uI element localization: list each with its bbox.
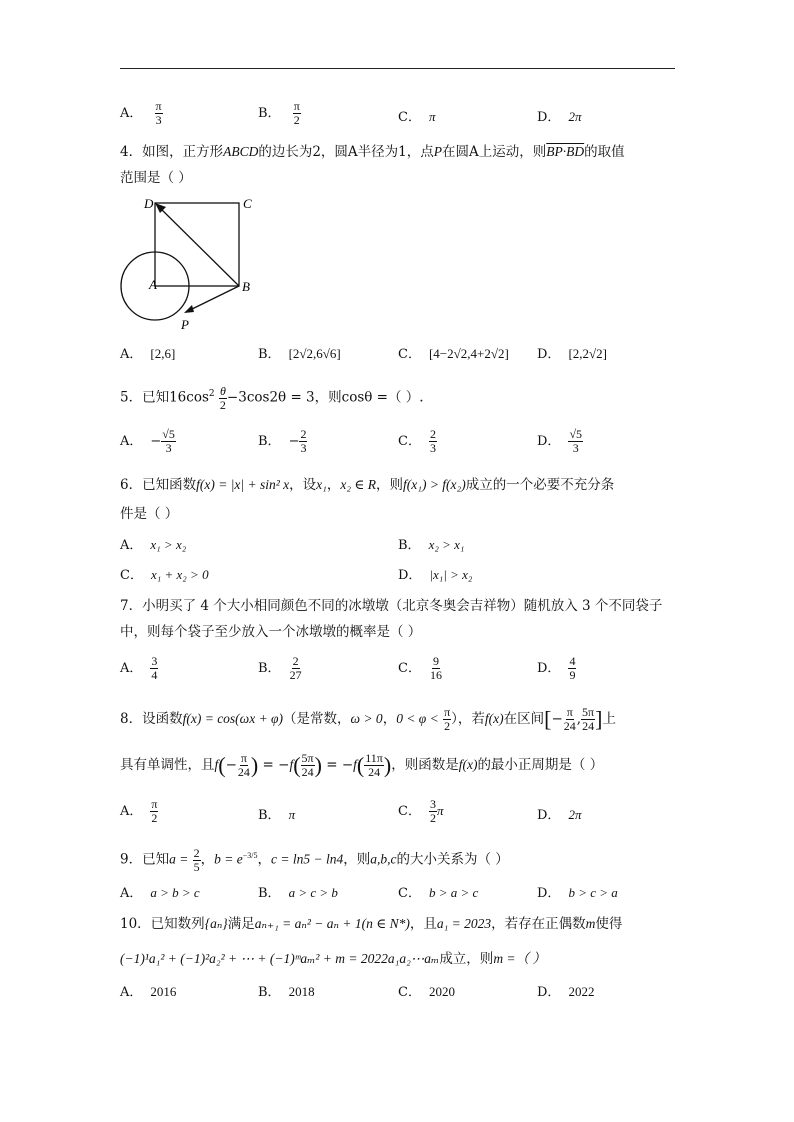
denominator: 9 xyxy=(569,668,576,682)
option-value: π xyxy=(428,109,436,124)
text: −3cos2θ = 3，则cosθ =（ ）. xyxy=(226,389,424,406)
q7-stem xyxy=(120,596,662,616)
header-rule xyxy=(120,68,675,69)
vector-bp xyxy=(186,286,239,312)
numerator: π xyxy=(444,705,451,719)
fraction xyxy=(301,752,315,779)
option-label: C． xyxy=(398,434,421,449)
text: 的取值 xyxy=(584,144,625,160)
option-suffix: π xyxy=(436,803,444,818)
denominator: 24 xyxy=(582,719,595,733)
text: 8．设函数 xyxy=(120,711,183,727)
numerator: √5 xyxy=(569,427,583,441)
fraction xyxy=(568,655,576,682)
q9-stem xyxy=(120,846,509,874)
q6-option-a xyxy=(120,536,186,555)
text: 7．小明买了 4 个大小相同颜色不同的冰墩墩（北京冬奥会吉祥物）随机放入 3 个不同袋子 xyxy=(120,598,663,614)
option-label: D． xyxy=(537,808,561,823)
text: 的大小关系为（ ） xyxy=(396,851,509,868)
option-label: C． xyxy=(398,661,421,676)
fraction xyxy=(563,706,577,733)
text: 在区间 xyxy=(503,711,545,727)
option-value: [2√2,6√6] xyxy=(288,346,341,361)
fraction xyxy=(150,655,158,682)
q4-stem-line2 xyxy=(120,168,192,188)
text: 6．已知函数 xyxy=(120,477,197,493)
q4-option-d xyxy=(537,345,607,364)
math: {aₙ} xyxy=(204,916,228,931)
fraction xyxy=(364,752,384,779)
q8-option-d xyxy=(537,806,581,825)
option-label: C． xyxy=(120,568,143,583)
option-value: a > c > b xyxy=(288,885,338,900)
label-b: B xyxy=(242,279,250,294)
option-label: D． xyxy=(537,434,561,449)
math: f(x) = |x| + sin² x xyxy=(196,477,290,492)
text: 4．如图，正方形 xyxy=(120,144,224,160)
q5-option-b xyxy=(258,428,307,455)
q8-stem-line2: 具有单调性，且f(− $\frac{\pi}{24}$ ) = −f( $\frac{5\pi}{24}$ ) = −f( $\frac{11\pi}{24}$ )，则函数是f(x)的最小正周期是（ ） xyxy=(120,751,604,779)
paren: ) xyxy=(383,752,392,778)
q7-option-c xyxy=(398,655,443,682)
fraction xyxy=(299,428,307,455)
q8-option-c xyxy=(398,798,443,825)
bracket-left: [ xyxy=(544,706,552,732)
q6-stem xyxy=(120,475,614,495)
q6-stem-line2 xyxy=(120,504,178,524)
fraction xyxy=(568,428,583,455)
numerator: 3 xyxy=(151,654,158,668)
label-a: A xyxy=(149,277,157,292)
fraction xyxy=(237,752,251,779)
math: b = e xyxy=(214,851,243,867)
option-value: b > c > a xyxy=(568,885,618,900)
denominator: 3 xyxy=(300,441,307,455)
fraction xyxy=(193,847,201,874)
math: f(x) xyxy=(458,757,478,772)
option-value: [2,2√2] xyxy=(568,346,607,361)
fraction xyxy=(429,798,437,825)
q5-option-d xyxy=(537,428,583,455)
text: ， xyxy=(257,851,271,868)
q10-stem-line2 xyxy=(120,949,546,969)
option-value: 2016 xyxy=(150,984,177,999)
paren: ) xyxy=(314,752,322,778)
q5-option-c xyxy=(398,428,437,455)
option-label: A． xyxy=(120,985,143,1000)
option-label: D． xyxy=(537,886,561,901)
text: 10．已知数列 xyxy=(120,916,205,932)
text: ， xyxy=(200,851,215,868)
denominator: 5 xyxy=(193,859,200,874)
text: ，则 xyxy=(376,477,404,493)
fraction xyxy=(161,428,176,455)
denominator: 3 xyxy=(155,113,162,127)
numerator: 2 xyxy=(300,427,307,441)
option-label: C． xyxy=(398,347,421,362)
q4-option-c xyxy=(398,345,509,364)
fraction xyxy=(293,100,301,127)
option-value: a > b > c xyxy=(150,885,200,900)
q3-option-d xyxy=(537,108,581,127)
math: x₁ xyxy=(316,477,327,492)
option-value: b > a > c xyxy=(428,885,479,900)
text: 的最小正周期是（ ） xyxy=(477,757,604,773)
text: ，若存在正偶数 xyxy=(491,916,586,932)
q9-option-c xyxy=(398,884,478,903)
numerator: 9 xyxy=(432,654,439,668)
math: P xyxy=(433,144,443,159)
denominator: 24 xyxy=(237,765,250,779)
q6-option-b xyxy=(398,536,464,555)
fraction xyxy=(150,798,158,825)
q4-option-b xyxy=(258,345,341,364)
math: f(x) = cos(ωx + φ) xyxy=(182,711,284,726)
q6-option-c xyxy=(120,566,209,585)
paren: ) xyxy=(250,752,259,778)
denominator: 24 xyxy=(563,719,576,733)
numerator: θ xyxy=(219,383,226,398)
math: a,b,c xyxy=(370,851,397,867)
q7-option-a xyxy=(120,655,158,682)
text: 成立，则 xyxy=(439,951,494,967)
math: x₂ ∈ R xyxy=(340,477,377,492)
text: ， xyxy=(326,477,341,493)
q8-stem: 8．设函数f(x) = cos(ωx + φ)（是常数，ω > 0，0 < φ < $\frac{\pi}{2}$ ），若f(x)在区间[− $\frac{\pi}{24}$ , $\frac{5\pi}{24}$ ]上 xyxy=(120,705,616,733)
text: ，设 xyxy=(289,477,317,493)
paren: ( xyxy=(218,752,226,778)
fraction xyxy=(429,655,443,682)
label-d: D xyxy=(144,196,154,211)
q9-option-a xyxy=(120,884,200,903)
text: 在圆A上运动，则 xyxy=(442,144,547,160)
option-label: C． xyxy=(398,110,421,125)
q4-stem xyxy=(120,142,625,162)
math: 0 < φ < xyxy=(396,711,439,726)
math: ABCD xyxy=(223,144,259,159)
arrowhead-p xyxy=(184,305,194,313)
option-value: x₁ + x₂ > 0 xyxy=(150,567,209,582)
denominator: 24 xyxy=(301,765,314,779)
option-label: C． xyxy=(398,804,421,819)
q5-stem xyxy=(120,384,424,412)
fraction xyxy=(581,706,595,733)
text: 上 xyxy=(602,711,616,727)
numerator: 3 xyxy=(429,797,436,811)
bracket-right: ] xyxy=(595,706,603,732)
option-label: B． xyxy=(258,106,281,121)
option-label: D． xyxy=(537,347,561,362)
text: 件是（ ） xyxy=(120,506,179,522)
text: 满足 xyxy=(227,916,255,932)
option-value: 2020 xyxy=(428,984,455,999)
fraction xyxy=(219,385,227,412)
numerator: π xyxy=(240,751,247,765)
math: a₁ = 2023 xyxy=(436,916,492,931)
q7-option-d xyxy=(537,655,576,682)
denominator: 24 xyxy=(368,765,381,779)
text: 具有单调性，且 xyxy=(120,757,215,773)
math: f xyxy=(353,757,357,772)
label-p: P xyxy=(181,317,189,332)
option-label: A． xyxy=(120,661,143,676)
vector-bd xyxy=(157,205,239,286)
option-label: B． xyxy=(258,347,281,362)
option-label: A． xyxy=(120,347,143,362)
option-label: A． xyxy=(120,106,143,121)
q8-option-b xyxy=(258,806,295,825)
option-label: C． xyxy=(398,985,421,1000)
q9-option-b xyxy=(258,884,338,903)
option-label: B． xyxy=(258,985,281,1000)
numerator: 4 xyxy=(569,654,576,668)
numerator: π xyxy=(151,797,158,811)
text: （是常数， xyxy=(283,711,351,727)
q10-option-a xyxy=(120,983,176,1002)
q10-option-c xyxy=(398,983,455,1002)
math: f xyxy=(214,757,219,772)
q10-option-b xyxy=(258,983,315,1002)
numerator: √5 xyxy=(162,427,175,441)
option-value: x₁ > x₂ xyxy=(150,537,187,552)
paren: ( xyxy=(293,752,301,778)
numerator: π xyxy=(155,99,162,113)
option-label: C． xyxy=(398,886,421,901)
numerator: 5π xyxy=(301,751,314,765)
option-label: A． xyxy=(120,538,143,553)
numerator: 2 xyxy=(429,427,436,441)
q7-option-b xyxy=(258,655,303,682)
fraction xyxy=(289,655,303,682)
q3-option-a xyxy=(120,100,163,127)
paren: ( xyxy=(356,752,365,778)
math: f(x₁) > f(x₂) xyxy=(403,477,466,492)
text: 使得 xyxy=(595,916,623,932)
q7-stem-line2 xyxy=(120,622,421,642)
fraction xyxy=(429,428,437,455)
option-value: π xyxy=(288,807,296,822)
math: f(x) xyxy=(484,711,504,726)
option-label: A． xyxy=(120,886,143,901)
option-label: D． xyxy=(537,985,561,1000)
fraction xyxy=(155,100,163,127)
option-label: B． xyxy=(258,434,281,449)
math: ω > 0 xyxy=(350,711,383,726)
denominator: 2 xyxy=(444,719,451,733)
label-c: C xyxy=(243,196,252,211)
numerator: 2 xyxy=(193,845,200,860)
fraction xyxy=(443,706,451,733)
option-label: B． xyxy=(258,886,281,901)
q4-figure xyxy=(114,192,264,332)
math: c = ln5 − ln4 xyxy=(270,851,344,867)
text: ， xyxy=(382,711,397,727)
math: aₙ₊₁ = aₙ² − aₙ + 1(n ∈ N*) xyxy=(254,916,410,931)
q10-option-d xyxy=(537,983,594,1002)
numerator: 5π xyxy=(582,705,595,719)
math: m xyxy=(585,916,596,931)
q8-option-a xyxy=(120,798,158,825)
denominator: 3 xyxy=(165,441,172,455)
exponent: −3/5 xyxy=(242,851,258,860)
option-value: 2π xyxy=(568,109,582,124)
superscript: 2 xyxy=(208,389,215,399)
option-value: 2π xyxy=(568,807,582,822)
option-value: 2018 xyxy=(288,984,315,999)
option-value: [2,6] xyxy=(150,346,176,361)
math: f xyxy=(289,757,294,772)
option-value: [4−2√2,4+2√2] xyxy=(428,346,509,361)
denominator: 27 xyxy=(289,668,302,682)
denominator: 3 xyxy=(572,441,579,455)
denominator: 3 xyxy=(429,441,436,455)
numerator: 11π xyxy=(365,751,383,765)
denominator: 4 xyxy=(151,668,158,682)
option-label: B． xyxy=(258,661,281,676)
q5-option-a xyxy=(120,428,176,455)
q3-option-b xyxy=(258,100,301,127)
q6-option-d xyxy=(398,566,472,585)
denominator: 2 xyxy=(219,397,226,412)
vector-product: BP·BD xyxy=(546,144,585,159)
option-value: x₂ > x₁ xyxy=(428,537,465,552)
option-label: D． xyxy=(537,110,561,125)
q10-stem xyxy=(120,914,622,934)
option-label: D． xyxy=(537,661,561,676)
text: ，则 xyxy=(343,851,371,868)
sign: − xyxy=(150,434,162,449)
math: m =（ ） xyxy=(493,951,546,966)
option-value: |x₁| > x₂ xyxy=(429,567,473,582)
text: 中，则每个袋子至少放入一个冰墩墩的概率是（ ） xyxy=(120,624,422,640)
text: ，则函数是 xyxy=(391,757,459,773)
q9-option-d xyxy=(537,884,618,903)
text: 范围是（ ） xyxy=(120,170,192,186)
option-value: 2022 xyxy=(568,984,595,999)
numerator: π xyxy=(293,99,300,113)
text: 的边长为2，圆A半径为1，点 xyxy=(258,144,434,160)
option-label: B． xyxy=(398,538,421,553)
text: ），若 xyxy=(451,711,485,727)
option-label: B． xyxy=(258,808,281,823)
denominator: 2 xyxy=(151,811,158,825)
option-label: D． xyxy=(398,568,422,583)
q3-option-c xyxy=(398,108,435,127)
numerator: 2 xyxy=(292,654,299,668)
text: ，且 xyxy=(409,916,437,932)
math: (−1)¹a₁² + (−1)²a₂² + ⋯ + (−1)ᵐaₘ² + m = 2022a₁a₂⋯aₘ xyxy=(120,951,440,966)
text: 9．已知 xyxy=(120,851,170,868)
denominator: 16 xyxy=(429,668,442,682)
denominator: 2 xyxy=(293,113,300,127)
text: 5．已知16cos xyxy=(120,389,209,406)
option-label: A． xyxy=(120,434,143,449)
denominator: 2 xyxy=(429,811,436,825)
option-label: A． xyxy=(120,804,143,819)
sign: − xyxy=(288,434,300,449)
text: 成立的一个必要不充分条 xyxy=(465,477,615,493)
math: a = xyxy=(169,851,189,867)
q4-option-a xyxy=(120,345,175,364)
numerator: π xyxy=(566,705,573,719)
